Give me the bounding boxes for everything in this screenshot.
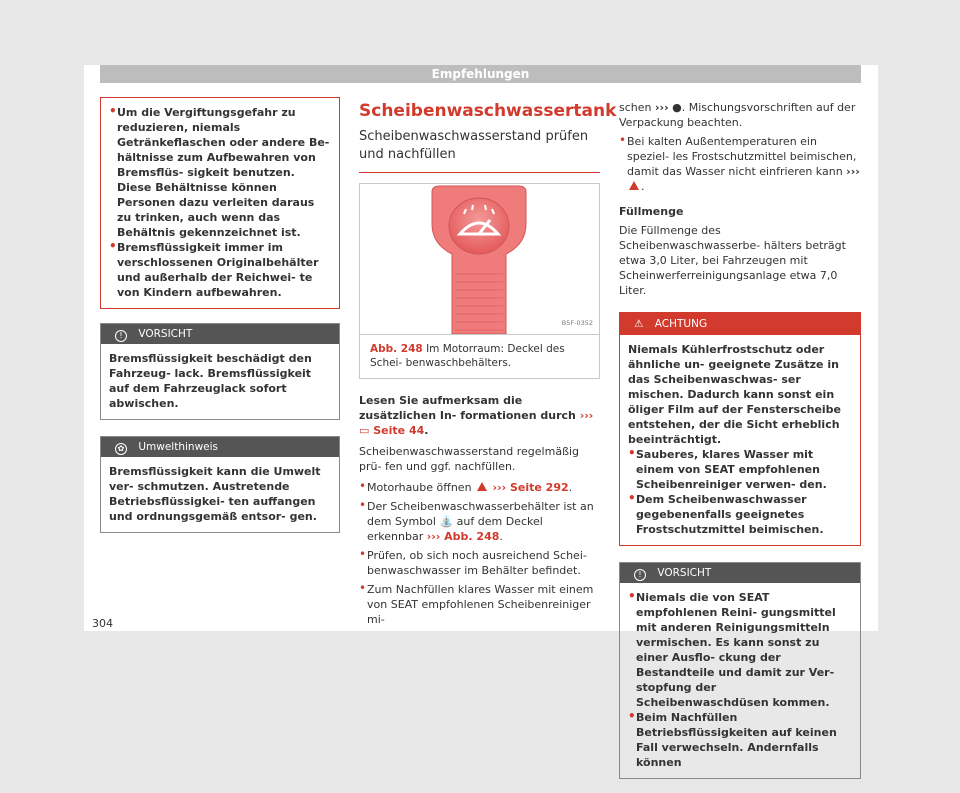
- achtung-bullet: • Sauberes, klares Wasser mit einem von SEAT empfohlenen Scheibenreiniger verwen- den.: [628, 447, 852, 492]
- vorsicht-header: [620, 563, 860, 583]
- achtung-box: [619, 312, 861, 546]
- frost-text: Bei kalten Außentemperaturen ein speziel- les Frostschutzmittel beimischen, damit das Wasser nicht einfrieren kann: [627, 135, 857, 178]
- figure: [359, 183, 600, 379]
- figure-caption-block: [360, 335, 599, 378]
- achtung-intro: Niemals Kühlerfrostschutz oder ähnliche un- geeignete Zusätze in das Scheibenwaschwas- ser mischen. Dadurch kann sonst ein öliger Film auf der Fensterscheibe entstehen, der die Sicht erheblich beeinträchtigt.: [628, 343, 842, 446]
- step-text: Motorhaube öffnen: [367, 481, 472, 494]
- vorsicht-title: VORSICHT: [657, 567, 712, 579]
- achtung-bullet: • Dem Scheibenwaschwasser gegebenenfalls geeignetes Frostschutzmittel beimischen.: [628, 492, 852, 537]
- achtung-body: [620, 335, 860, 545]
- figure-code: B5F-0352: [561, 319, 593, 327]
- column-left: [100, 97, 340, 547]
- achtung-title: ACHTUNG: [654, 318, 708, 330]
- warning-bullet: • Bremsflüssigkeit immer im verschlossenen Originalbehälter und außerhalb der Reichwei- te von Kindern aufbewahren.: [109, 240, 331, 300]
- fill-text: Die Füllmenge des Scheibenwaschwasserbe- hälters beträgt etwa 3,0 Liter, bei Fahrzeugen mit Scheinwerferreinigungsanlage etwa 7,0 Liter.: [619, 224, 846, 297]
- vorsicht-bullet: • Beim Nachfüllen Betriebsflüssigkeiten auf keinen Fall verwechseln. Andernfalls können: [628, 710, 852, 770]
- step-ref-link[interactable]: ››› Seite 292: [492, 481, 569, 494]
- intro-ref-arrows: ›››: [579, 409, 594, 422]
- intro-text: Lesen Sie aufmerksam die zusätzlichen In- formationen durch: [359, 394, 576, 422]
- environment-icon: ✿: [115, 443, 127, 455]
- frost-bullet: • Bei kalten Außentemperaturen ein speziel- les Frostschutzmittel beimischen, damit das Wasser nicht einfrieren kann ››› .: [619, 134, 861, 194]
- continued-text-end: . Mischungsvorschriften auf der Verpackung beachten.: [619, 101, 856, 129]
- vorsicht-box: [100, 323, 340, 420]
- vorsicht-text: Bremsflüssigkeit beschädigt den Fahrzeug- lack. Bremsflüssigkeit auf dem Fahrzeuglack sofort abwischen.: [109, 352, 312, 410]
- warning-triangle-icon: [477, 482, 487, 491]
- washer-symbol-icon: ⛲: [439, 515, 454, 528]
- step-ref-link[interactable]: ››› Abb. 248: [426, 530, 500, 543]
- intro-ref-link[interactable]: Seite 44: [373, 424, 425, 437]
- section-subtitle: Scheibenwaschwasserstand prüfen und nachfüllen: [359, 128, 600, 173]
- exclamation-circle-icon: !: [115, 330, 127, 342]
- umwelt-header: [101, 437, 339, 457]
- ref-arrows: ›››: [655, 101, 669, 114]
- fill-heading: Füllmenge: [619, 205, 684, 218]
- figure-label: Abb. 248: [370, 343, 423, 355]
- step-text: Der Scheibenwaschwasserbehälter ist an dem Symbol: [367, 500, 594, 528]
- warning-triangle-icon: [629, 181, 639, 190]
- warning-bullet: • Um die Vergiftungsgefahr zu reduzieren, niemals Getränkeflaschen oder andere Be- hältnisse zum Aufbewahren von Bremsflüs- sigkeit benutzen. Diese Behältnisse können Personen dazu verleiten daraus zu trinken, auch wenn das Behältnis gekennzeichnet ist.: [109, 105, 331, 240]
- exclamation-circle-icon: !: [634, 569, 646, 581]
- warning-box: [100, 97, 340, 309]
- info-circle-icon: ●: [672, 101, 682, 114]
- page-number: 304: [92, 617, 113, 630]
- washer-cap-illustration: [360, 184, 599, 334]
- continued-text: [619, 100, 861, 130]
- vorsicht-body: [620, 583, 860, 778]
- step-bullet: • Der Scheibenwaschwasserbehälter ist an dem Symbol ⛲ auf dem Deckel erkennbar ››› Abb. 248.: [359, 499, 600, 544]
- intro-paragraph: Scheibenwaschwasserstand regelmäßig prü- fen und ggf. nachfüllen.: [359, 445, 580, 473]
- vorsicht-bullet: • Niemals die von SEAT empfohlenen Reini- gungsmittel mit anderen Reinigungsmitteln vermischen. Es kann sonst zu einer Ausflo- ckung der Bestandteile und damit zur Ver- stopfung der Scheibenwaschdüsen kommen.: [628, 590, 852, 710]
- step-bullet: • Motorhaube öffnen ››› Seite 292.: [359, 480, 600, 495]
- warning-triangle-icon: ⚠: [634, 318, 644, 330]
- figure-image: [360, 184, 599, 335]
- column-right: [619, 100, 861, 793]
- step-bullet: • Zum Nachfüllen klares Wasser mit einem von SEAT empfohlenen Scheibenreiniger mi-: [359, 582, 600, 627]
- figure-caption: Im Motorraum: Deckel des Schei- benwaschbehälters.: [370, 343, 565, 369]
- achtung-header: [620, 313, 860, 335]
- vorsicht-header: [101, 324, 339, 344]
- umwelt-title: Umwelthinweis: [138, 441, 219, 453]
- step-text: auf dem Deckel erkennbar: [367, 515, 543, 543]
- section-title: Scheibenwaschwassertank: [359, 101, 617, 121]
- umwelt-box: [100, 436, 340, 533]
- column-middle: [359, 100, 617, 627]
- intro-block: Lesen Sie aufmerksam die zusätzlichen In- formationen durch ››› ▭ Seite 44.: [359, 394, 594, 437]
- vorsicht-box-2: [619, 562, 861, 779]
- umwelt-text: Bremsflüssigkeit kann die Umwelt ver- schmutzen. Austretende Betriebsflüssigkei- ten auffangen und ordnungsgemäß entsor- gen.: [109, 465, 321, 523]
- book-icon: ▭: [359, 424, 370, 437]
- section-header: Empfehlungen: [100, 65, 861, 83]
- step-bullet: • Prüfen, ob sich noch ausreichend Schei- benwaschwasser im Behälter befindet.: [359, 548, 600, 578]
- ref-arrows: ›››: [846, 165, 860, 178]
- continued-text-start: schen: [619, 101, 652, 114]
- vorsicht-title: VORSICHT: [138, 328, 193, 340]
